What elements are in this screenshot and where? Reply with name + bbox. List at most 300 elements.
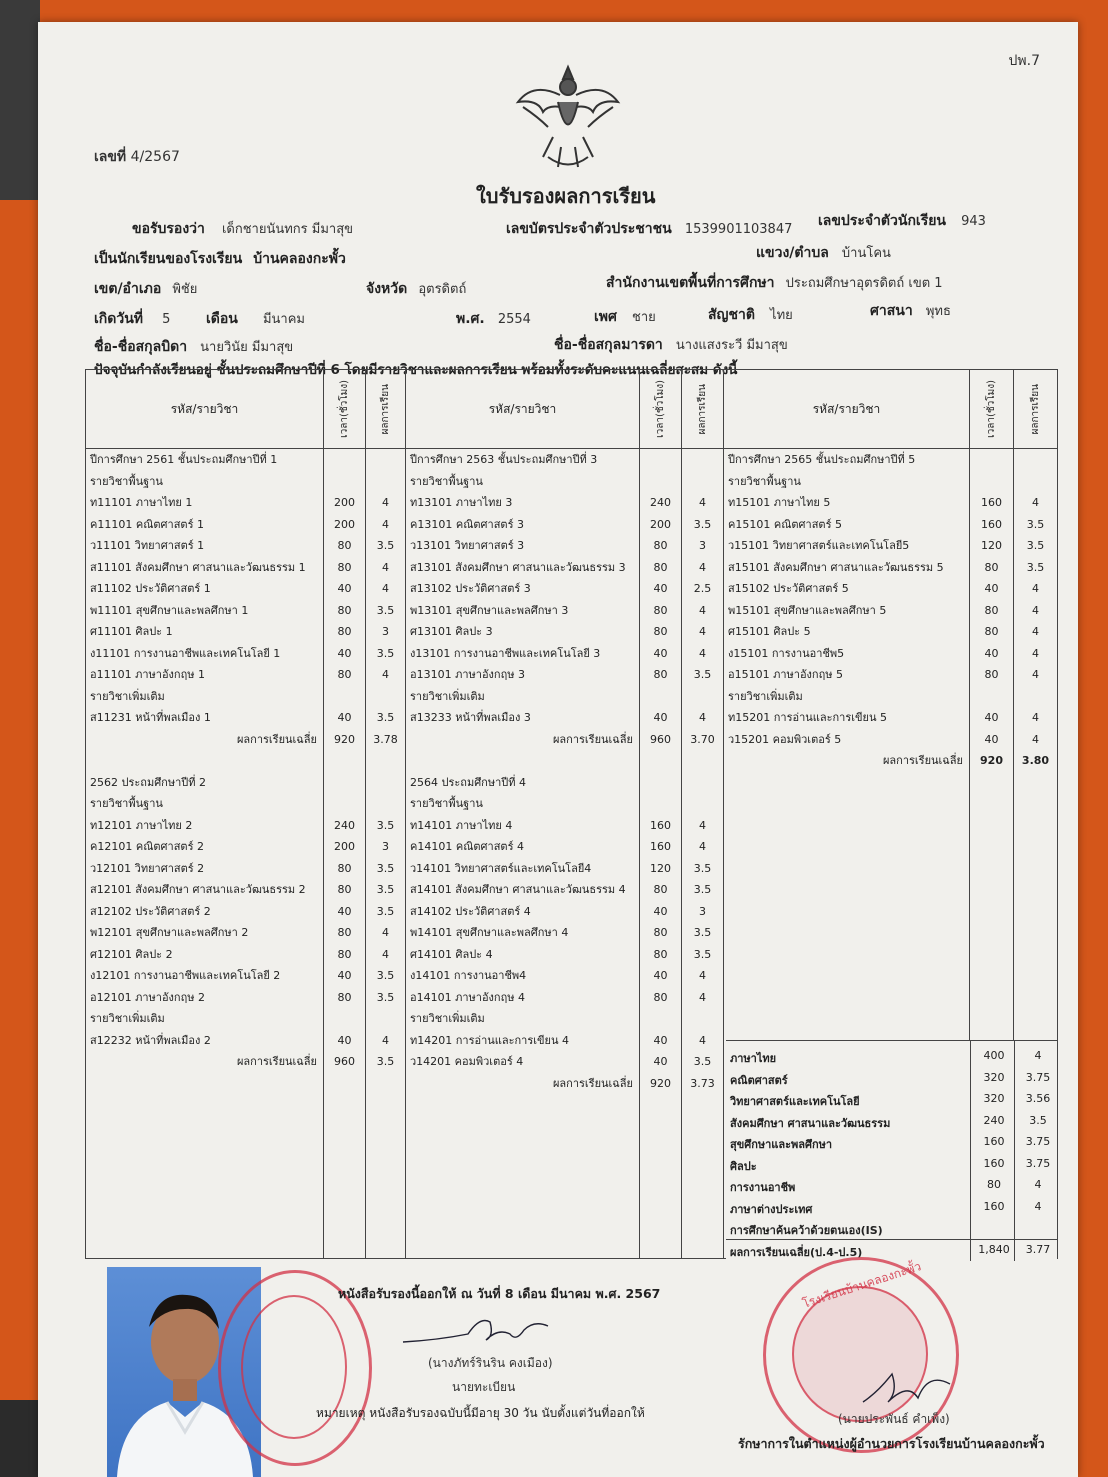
average-label: ผลการเรียนเฉลี่ย bbox=[882, 754, 963, 767]
summary-hours: 240 bbox=[983, 1113, 1005, 1127]
birth-day-line: เกิดวันที่ 5 bbox=[94, 311, 171, 327]
grade-cell: 3.5 bbox=[376, 603, 395, 617]
grade-cell: 4 bbox=[1032, 603, 1039, 617]
subject-cell: รายวิชาพื้นฐาน bbox=[410, 797, 483, 810]
grade-cell: 3.5 bbox=[376, 904, 395, 918]
grade-cell: 4 bbox=[1032, 496, 1039, 509]
col2-subjects bbox=[406, 449, 640, 1259]
col1-hours bbox=[324, 449, 366, 1259]
hours-cell: 40 bbox=[653, 904, 668, 918]
subject-cell: รายวิชาเพิ่มเติม bbox=[90, 1012, 165, 1025]
summary-divider bbox=[970, 1041, 971, 1261]
grade-cell: 3.5 bbox=[376, 711, 395, 724]
summary-grade: 4 bbox=[1034, 1199, 1042, 1213]
grade-cell: 4 bbox=[382, 668, 389, 681]
intro-line: ปัจจุบันกำลังเรียนอยู่ ชั้นประถมศึกษาปีที่ 6 โดยมีรายวิชาและผลการเรียน พร้อมทั้งระดับคะแนนเฉลี่ยสะสม ดังนี้ bbox=[94, 362, 738, 378]
grade-cell: 4 bbox=[1032, 668, 1039, 681]
grade-cell: 3.5 bbox=[376, 969, 395, 982]
hours-cell: 960 bbox=[334, 1055, 355, 1068]
grade-cell bbox=[682, 1008, 723, 1030]
summary-hours: 400 bbox=[983, 1049, 1005, 1062]
summary-subject: วิทยาศาสตร์และเทคโนโลยี bbox=[730, 1095, 860, 1108]
summary-subject: ศิลปะ bbox=[730, 1159, 757, 1173]
summary-grade: 4 bbox=[1034, 1049, 1042, 1062]
grade-cell bbox=[366, 686, 405, 708]
grade-cell: 4 bbox=[382, 496, 389, 509]
summary-subject: สุขศึกษาและพลศึกษา bbox=[730, 1138, 833, 1151]
grade-cell: 3 bbox=[382, 840, 389, 853]
subject-cell: อ11101 ภาษาอังกฤษ 1 bbox=[90, 668, 205, 681]
grade-cell bbox=[366, 750, 405, 772]
grade-cell: 3 bbox=[382, 625, 389, 638]
hours-cell: 160 bbox=[981, 517, 1002, 531]
hours-cell bbox=[324, 1008, 365, 1030]
hours-cell bbox=[640, 686, 681, 708]
subject-cell: ว14101 วิทยาศาสตร์และเทคโนโลยี4 bbox=[410, 861, 592, 875]
header-hours: เวลา(ชั่วโมง) bbox=[986, 380, 997, 438]
grade-cell: 3.5 bbox=[376, 883, 395, 896]
grade-cell: 3.5 bbox=[376, 861, 395, 875]
grade-cell: 4 bbox=[699, 560, 706, 574]
grade-cell: 4 bbox=[1032, 625, 1039, 638]
subject-cell: รายวิชาเพิ่มเติม bbox=[728, 689, 803, 703]
certify-line: ขอรับรองว่า เด็กชายนันทกร มีมาสุข bbox=[132, 221, 354, 237]
director-signature-icon bbox=[858, 1362, 958, 1412]
office-line: สำนักงานเขตพื้นที่การศึกษา ประถมศึกษาอุตรดิตถ์ เขต 1 bbox=[606, 275, 943, 291]
subject-cell: 2564 ประถมศึกษาปีที่ 4 bbox=[410, 775, 526, 789]
hours-cell: 40 bbox=[337, 1033, 352, 1047]
subject-cell: อ12101 ภาษาอังกฤษ 2 bbox=[90, 990, 205, 1004]
hours-cell bbox=[640, 772, 681, 794]
hours-cell: 160 bbox=[650, 840, 671, 853]
average-label: ผลการเรียนเฉลี่ย bbox=[552, 732, 633, 746]
grade-cell: 3.5 bbox=[693, 861, 712, 875]
doc-number: เลขที่ 4/2567 bbox=[94, 149, 180, 165]
hours-cell: 80 bbox=[337, 625, 352, 638]
subject-cell bbox=[406, 750, 639, 772]
grade-cell: 3.5 bbox=[1026, 539, 1045, 552]
subject-cell: ง13101 การงานอาชีพและเทคโนโลยี 3 bbox=[410, 646, 601, 660]
hours-cell: 80 bbox=[653, 668, 668, 681]
subject-cell: ท14101 ภาษาไทย 4 bbox=[410, 818, 513, 832]
subject-cell: ส14101 สังคมศึกษา ศาสนาและวัฒนธรรม 4 bbox=[410, 883, 626, 896]
grade-cell: 3.5 bbox=[376, 646, 395, 660]
summary-subject: ภาษาไทย bbox=[730, 1052, 777, 1065]
grade-cell: 3.5 bbox=[1026, 517, 1045, 531]
certificate-title: ใบรับรองผลการเรียน bbox=[476, 184, 656, 208]
hours-cell: 40 bbox=[653, 1033, 668, 1047]
grade-cell: 4 bbox=[1032, 582, 1039, 595]
hours-cell: 80 bbox=[653, 926, 668, 939]
subject-cell: ท15101 ภาษาไทย 5 bbox=[728, 496, 831, 509]
grade-cell: 3.5 bbox=[376, 990, 395, 1004]
grade-cell: 3.5 bbox=[376, 1055, 395, 1068]
subject-cell: อ14101 ภาษาอังกฤษ 4 bbox=[410, 990, 525, 1004]
subject-cell: ว11101 วิทยาศาสตร์ 1 bbox=[90, 539, 205, 552]
hours-cell: 120 bbox=[650, 861, 671, 875]
grade-cell: 3.73 bbox=[690, 1076, 715, 1090]
hours-cell: 40 bbox=[984, 582, 999, 595]
subject-cell: ง11101 การงานอาชีพและเทคโนโลยี 1 bbox=[90, 646, 281, 660]
subject-cell: ส15101 สังคมศึกษา ศาสนาและวัฒนธรรม 5 bbox=[728, 560, 944, 574]
summary-grade: 3.75 bbox=[1025, 1156, 1051, 1170]
header-subject: รหัส/รายวิชา bbox=[406, 370, 640, 449]
hours-cell: 40 bbox=[653, 969, 668, 982]
subject-cell: รายวิชาเพิ่มเติม bbox=[410, 689, 485, 703]
grade-cell bbox=[366, 471, 405, 493]
grade-cell bbox=[366, 449, 405, 471]
hours-cell: 40 bbox=[984, 711, 999, 724]
district: พิชัย bbox=[172, 282, 198, 297]
grade-cell bbox=[682, 750, 723, 772]
hours-cell: 200 bbox=[334, 840, 355, 853]
subject-cell: ท15201 การอ่านและการเขียน 5 bbox=[728, 711, 888, 724]
student-id-line: เลขประจำตัวนักเรียน 943 bbox=[818, 213, 986, 229]
grade-cell: 4 bbox=[382, 947, 389, 961]
hours-cell bbox=[324, 750, 365, 772]
subject-cell: ท12101 ภาษาไทย 2 bbox=[90, 818, 193, 832]
hours-cell bbox=[970, 471, 1013, 493]
subject-cell: ส12102 ประวัติศาสตร์ 2 bbox=[90, 904, 211, 918]
hours-cell: 80 bbox=[653, 603, 668, 617]
grade-cell: 3.5 bbox=[693, 947, 712, 961]
grade-cell bbox=[366, 1008, 405, 1030]
summary-hours: 160 bbox=[983, 1135, 1005, 1148]
subject-cell: พ15101 สุขศึกษาและพลศึกษา 5 bbox=[728, 603, 887, 617]
hours-cell bbox=[640, 471, 681, 493]
grade-cell: 3.5 bbox=[693, 668, 712, 681]
summary-subject: การศึกษาค้นคว้าด้วยตนเอง(IS) bbox=[730, 1224, 883, 1237]
summary-grade: 3.5 bbox=[1029, 1113, 1047, 1127]
summary-block bbox=[726, 1040, 1057, 1261]
grade-cell: 3.5 bbox=[376, 539, 395, 552]
subject-cell: ส13233 หน้าที่พลเมือง 3 bbox=[410, 711, 531, 724]
hours-cell: 80 bbox=[653, 625, 668, 638]
director-title: รักษาการในตำแหน่งผู้อำนวยการโรงเรียนบ้านคลองกะพั้ว bbox=[738, 1436, 1045, 1451]
subject-cell: ง15101 การงานอาชีพ5 bbox=[728, 646, 845, 660]
summary-grade: 3.75 bbox=[1025, 1070, 1051, 1084]
subdistrict: บ้านโคน bbox=[841, 246, 891, 261]
hours-cell: 40 bbox=[337, 904, 352, 918]
summary-total-divider bbox=[726, 1239, 1057, 1240]
grade-cell: 4 bbox=[1032, 711, 1039, 724]
subject-cell: ปีการศึกษา 2563 ชั้นประถมศึกษาปีที่ 3 bbox=[410, 453, 598, 466]
col1-grades bbox=[366, 449, 406, 1259]
header-subject: รหัส/รายวิชา bbox=[724, 370, 970, 449]
hours-cell: 240 bbox=[650, 496, 671, 509]
col1-subjects bbox=[86, 449, 324, 1259]
subject-cell: ส11231 หน้าที่พลเมือง 1 bbox=[90, 711, 211, 724]
form-code: ปพ.7 bbox=[1008, 53, 1040, 69]
header-subject: รหัส/รายวิชา bbox=[86, 370, 324, 449]
header-grade: ผลการเรียน bbox=[697, 383, 708, 435]
hours-cell: 80 bbox=[337, 603, 352, 617]
subject-cell: รายวิชาเพิ่มเติม bbox=[90, 689, 165, 703]
hours-cell: 80 bbox=[653, 990, 668, 1004]
garuda-emblem-icon bbox=[513, 57, 623, 172]
birth-month-line: เดือน มีนาคม bbox=[206, 311, 305, 327]
subject-cell: ส13101 สังคมศึกษา ศาสนาและวัฒนธรรม 3 bbox=[410, 560, 626, 574]
issue-line: หนังสือรับรองนี้ออกให้ ณ วันที่ 8 เดือน มีนาคม พ.ศ. 2567 bbox=[338, 1286, 661, 1301]
summary-subject: คณิตศาสตร์ bbox=[730, 1073, 788, 1087]
hours-cell bbox=[324, 793, 365, 815]
sex-line: เพศ ชาย bbox=[594, 309, 656, 325]
header-hours: เวลา(ชั่วโมง) bbox=[655, 380, 666, 438]
grade-cell bbox=[682, 449, 723, 471]
subject-cell: ว15201 คอมพิวเตอร์ 5 bbox=[728, 732, 842, 746]
subject-cell: อ13101 ภาษาอังกฤษ 3 bbox=[410, 668, 525, 681]
subject-cell: รายวิชาพื้นฐาน bbox=[410, 474, 483, 488]
hours-cell: 80 bbox=[984, 560, 999, 574]
subject-cell: ว15101 วิทยาศาสตร์และเทคโนโลยี5 bbox=[728, 539, 910, 552]
hours-cell: 240 bbox=[334, 818, 355, 832]
grade-cell: 4 bbox=[1032, 732, 1039, 746]
certificate-paper bbox=[38, 22, 1078, 1477]
hours-cell: 920 bbox=[980, 754, 1003, 767]
grade-cell: 4 bbox=[382, 926, 389, 939]
grade-cell: 4 bbox=[699, 1033, 706, 1047]
grade-cell: 4 bbox=[382, 1033, 389, 1047]
subject-cell: ศ11101 ศิลปะ 1 bbox=[90, 625, 173, 638]
student-name: เด็กชายนันทกร มีมาสุข bbox=[221, 222, 354, 237]
hours-cell bbox=[970, 686, 1013, 708]
grade-cell bbox=[1014, 449, 1057, 471]
grade-cell: 4 bbox=[699, 969, 706, 982]
background-keyboard-corner bbox=[0, 0, 40, 200]
director-name: (นายประพันธ์ คำเพ็ง) bbox=[838, 1412, 950, 1426]
hours-cell bbox=[324, 686, 365, 708]
grade-cell: 3.70 bbox=[690, 732, 715, 746]
subject-cell: ศ12101 ศิลปะ 2 bbox=[90, 947, 173, 961]
grade-cell bbox=[366, 793, 405, 815]
subject-cell: ง12101 การงานอาชีพและเทคโนโลยี 2 bbox=[90, 969, 281, 982]
hours-cell: 80 bbox=[653, 560, 668, 574]
hours-cell: 80 bbox=[337, 560, 352, 574]
subject-cell: ส11102 ประวัติศาสตร์ 1 bbox=[90, 582, 211, 595]
hours-cell: 80 bbox=[337, 947, 352, 961]
hours-cell: 40 bbox=[653, 1055, 668, 1068]
subject-cell: ว14201 คอมพิวเตอร์ 4 bbox=[410, 1055, 524, 1068]
grade-cell bbox=[366, 772, 405, 794]
registrar-title: นายทะเบียน bbox=[452, 1380, 516, 1394]
grade-cell: 3 bbox=[699, 539, 706, 552]
subject-cell: ส13102 ประวัติศาสตร์ 3 bbox=[410, 582, 531, 595]
father-line: ชื่อ-ชื่อสกุลบิดา นายวินัย มีมาสุข bbox=[94, 339, 294, 355]
grade-cell: 4 bbox=[699, 603, 706, 617]
subject-cell: ส14102 ประวัติศาสตร์ 4 bbox=[410, 904, 531, 918]
hours-cell bbox=[324, 449, 365, 471]
summary-subject: ภาษาต่างประเทศ bbox=[730, 1202, 813, 1216]
subject-cell bbox=[86, 750, 323, 772]
subject-cell: ส11101 สังคมศึกษา ศาสนาและวัฒนธรรม 1 bbox=[90, 560, 306, 574]
subject-cell: ท14201 การอ่านและการเขียน 4 bbox=[410, 1033, 570, 1047]
hours-cell: 80 bbox=[337, 883, 352, 896]
grade-cell: 4 bbox=[699, 990, 706, 1004]
hours-cell: 160 bbox=[981, 496, 1002, 509]
summary-divider bbox=[1014, 1041, 1015, 1261]
grade-cell: 4 bbox=[382, 517, 389, 531]
religion-line: ศาสนา พุทธ bbox=[870, 303, 951, 319]
hours-cell: 40 bbox=[337, 711, 352, 724]
province: อุตรดิตถ์ bbox=[418, 282, 467, 297]
subject-cell: ว13101 วิทยาศาสตร์ 3 bbox=[410, 539, 525, 552]
hours-cell: 80 bbox=[337, 668, 352, 681]
grade-cell: 4 bbox=[699, 818, 706, 832]
subdistrict-line: แขวง/ตำบล บ้านโคน bbox=[756, 245, 891, 261]
grade-cell: 4 bbox=[382, 582, 389, 595]
hours-cell: 120 bbox=[981, 539, 1002, 552]
header-hours: เวลา(ชั่วโมง) bbox=[339, 380, 350, 438]
grade-cell bbox=[682, 686, 723, 708]
grade-cell: 4 bbox=[699, 646, 706, 660]
subject-cell: พ12101 สุขศึกษาและพลศึกษา 2 bbox=[90, 926, 249, 939]
average-label: ผลการเรียนเฉลี่ย bbox=[236, 732, 317, 746]
grade-cell: 4 bbox=[382, 560, 389, 574]
subject-cell: ค15101 คณิตศาสตร์ 5 bbox=[728, 517, 842, 531]
summary-hours: 160 bbox=[983, 1156, 1005, 1170]
summary-hours: 160 bbox=[983, 1199, 1005, 1213]
hours-cell bbox=[640, 449, 681, 471]
subject-cell: ว12101 วิทยาศาสตร์ 2 bbox=[90, 861, 205, 875]
hours-cell: 920 bbox=[334, 732, 355, 746]
grade-cell: 3 bbox=[699, 904, 706, 918]
subject-cell: อ15101 ภาษาอังกฤษ 5 bbox=[728, 668, 843, 681]
header-grade: ผลการเรียน bbox=[1030, 383, 1041, 435]
summary-total-grade: 3.77 bbox=[1025, 1243, 1051, 1256]
summary-grade: 4 bbox=[1034, 1178, 1042, 1191]
hours-cell: 40 bbox=[653, 582, 668, 595]
education-office: ประถมศึกษาอุตรดิตถ์ เขต 1 bbox=[785, 276, 943, 291]
hours-cell bbox=[324, 471, 365, 493]
hours-cell: 200 bbox=[334, 517, 355, 531]
table-header-row bbox=[86, 370, 1058, 449]
grade-cell: 4 bbox=[699, 840, 706, 853]
hours-cell: 80 bbox=[653, 883, 668, 896]
grade-cell bbox=[682, 772, 723, 794]
subject-cell: พ13101 สุขศึกษาและพลศึกษา 3 bbox=[410, 603, 569, 617]
hours-cell: 80 bbox=[337, 861, 352, 875]
summary-hours: 320 bbox=[983, 1092, 1005, 1105]
subject-cell: ท13101 ภาษาไทย 3 bbox=[410, 496, 513, 509]
id-card-line: เลขบัตรประจำตัวประชาชน 1539901103847 bbox=[506, 221, 793, 237]
subject-cell: ค12101 คณิตศาสตร์ 2 bbox=[90, 840, 204, 853]
hours-cell: 80 bbox=[337, 539, 352, 552]
grade-cell: 3.5 bbox=[376, 818, 395, 832]
col2-hours bbox=[640, 449, 682, 1259]
grade-cell bbox=[1014, 471, 1057, 493]
summary-hours: 80 bbox=[987, 1178, 1001, 1191]
subject-cell: ค14101 คณิตศาสตร์ 4 bbox=[410, 840, 524, 853]
school-name: บ้านคลองกะพั้ว bbox=[253, 251, 346, 267]
hours-cell bbox=[324, 772, 365, 794]
subject-cell: รายวิชาพื้นฐาน bbox=[90, 797, 163, 810]
seal-text: โรงเรียนบ้านคลองกะพั้ว bbox=[800, 1259, 923, 1311]
subject-cell: ปีการศึกษา 2561 ชั้นประถมศึกษาปีที่ 1 bbox=[90, 453, 278, 466]
header-grade: ผลการเรียน bbox=[380, 383, 391, 435]
grade-cell: 3.5 bbox=[1026, 560, 1045, 574]
grade-cell: 4 bbox=[1032, 646, 1039, 660]
hours-cell: 160 bbox=[650, 818, 671, 832]
subject-cell: ศ15101 ศิลปะ 5 bbox=[728, 625, 811, 638]
subject-cell: รายวิชาพื้นฐาน bbox=[90, 474, 163, 488]
grade-cell: 2.5 bbox=[693, 582, 712, 595]
subject-cell: 2562 ประถมศึกษาปีที่ 2 bbox=[90, 775, 206, 789]
hours-cell bbox=[640, 750, 681, 772]
province-line: จังหวัด อุตรดิตถ์ bbox=[366, 281, 467, 297]
grade-cell bbox=[682, 471, 723, 493]
subject-cell: รายวิชาพื้นฐาน bbox=[728, 474, 801, 488]
grade-cell: 3.5 bbox=[693, 1055, 712, 1068]
hours-cell: 40 bbox=[337, 969, 352, 982]
hours-cell bbox=[640, 793, 681, 815]
grade-cell: 3.5 bbox=[693, 517, 712, 531]
hours-cell: 80 bbox=[653, 947, 668, 961]
hours-cell: 40 bbox=[984, 732, 999, 746]
grade-cell: 3.80 bbox=[1021, 754, 1050, 767]
nationality-line: สัญชาติ ไทย bbox=[708, 307, 793, 323]
subject-cell: ส12232 หน้าที่พลเมือง 2 bbox=[90, 1033, 211, 1047]
subject-cell: ค13101 คณิตศาสตร์ 3 bbox=[410, 517, 524, 531]
hours-cell: 40 bbox=[984, 646, 999, 660]
grade-cell: 3.5 bbox=[693, 926, 712, 939]
hours-cell: 80 bbox=[984, 668, 999, 681]
hours-cell: 200 bbox=[334, 496, 355, 509]
hours-cell: 40 bbox=[337, 646, 352, 660]
grade-cell: 3.5 bbox=[693, 883, 712, 896]
summary-total-label: ผลการเรียนเฉลี่ย(ป.4-ป.5) bbox=[730, 1246, 863, 1259]
hours-cell bbox=[970, 449, 1013, 471]
background-keyboard-key bbox=[0, 1400, 40, 1477]
subject-cell: รายวิชาเพิ่มเติม bbox=[410, 1012, 485, 1025]
subject-cell: ศ14101 ศิลปะ 4 bbox=[410, 947, 493, 961]
hours-cell: 40 bbox=[653, 646, 668, 660]
grade-cell: 4 bbox=[699, 625, 706, 638]
subject-cell: ง14101 การงานอาชีพ4 bbox=[410, 969, 527, 982]
birth-year-line: พ.ศ. 2554 bbox=[456, 311, 531, 327]
average-label: ผลการเรียนเฉลี่ย bbox=[552, 1076, 633, 1090]
summary-grade: 3.75 bbox=[1025, 1135, 1051, 1148]
hours-cell: 40 bbox=[337, 582, 352, 595]
average-label: ผลการเรียนเฉลี่ย bbox=[236, 1055, 317, 1068]
hours-cell: 80 bbox=[653, 539, 668, 552]
summary-subject: การงานอาชีพ bbox=[730, 1181, 796, 1194]
summary-total-hours: 1,840 bbox=[978, 1243, 1010, 1256]
grade-cell: 3.78 bbox=[373, 732, 398, 746]
subject-cell: ปีการศึกษา 2565 ชั้นประถมศึกษาปีที่ 5 bbox=[728, 453, 916, 466]
mother-line: ชื่อ-ชื่อสกุลมารดา นางแสงระวี มีมาสุข bbox=[554, 337, 788, 353]
hours-cell: 80 bbox=[337, 926, 352, 939]
hours-cell: 80 bbox=[984, 603, 999, 617]
col2-grades bbox=[682, 449, 724, 1259]
remark: หมายเหตุ หนังสือรับรองฉบับนี้มีอายุ 30 วัน นับตั้งแต่วันที่ออกให้ bbox=[316, 1406, 645, 1420]
summary-hours: 320 bbox=[983, 1070, 1005, 1084]
summary-subject: สังคมศึกษา ศาสนาและวัฒนธรรม bbox=[730, 1116, 891, 1130]
grade-cell: 4 bbox=[699, 711, 706, 724]
subject-cell: ศ13101 ศิลปะ 3 bbox=[410, 625, 493, 638]
student-id: 943 bbox=[961, 214, 986, 229]
hours-cell: 80 bbox=[984, 625, 999, 638]
registrar-name: (นางภัทร์รินริน คงเมือง) bbox=[428, 1356, 553, 1370]
school-line: เป็นนักเรียนของโรงเรียน บ้านคลองกะพั้ว bbox=[94, 251, 346, 267]
hours-cell: 920 bbox=[650, 1076, 671, 1090]
hours-cell: 200 bbox=[650, 517, 671, 531]
subject-cell: ส15102 ประวัติศาสตร์ 5 bbox=[728, 582, 849, 595]
grade-cell: 4 bbox=[699, 496, 706, 509]
subject-cell: พ11101 สุขศึกษาและพลศึกษา 1 bbox=[90, 603, 249, 617]
district-line: เขต/อำเภอ พิชัย bbox=[94, 281, 198, 297]
summary-grade: 3.56 bbox=[1025, 1092, 1051, 1105]
subject-cell: พ14101 สุขศึกษาและพลศึกษา 4 bbox=[410, 926, 569, 939]
